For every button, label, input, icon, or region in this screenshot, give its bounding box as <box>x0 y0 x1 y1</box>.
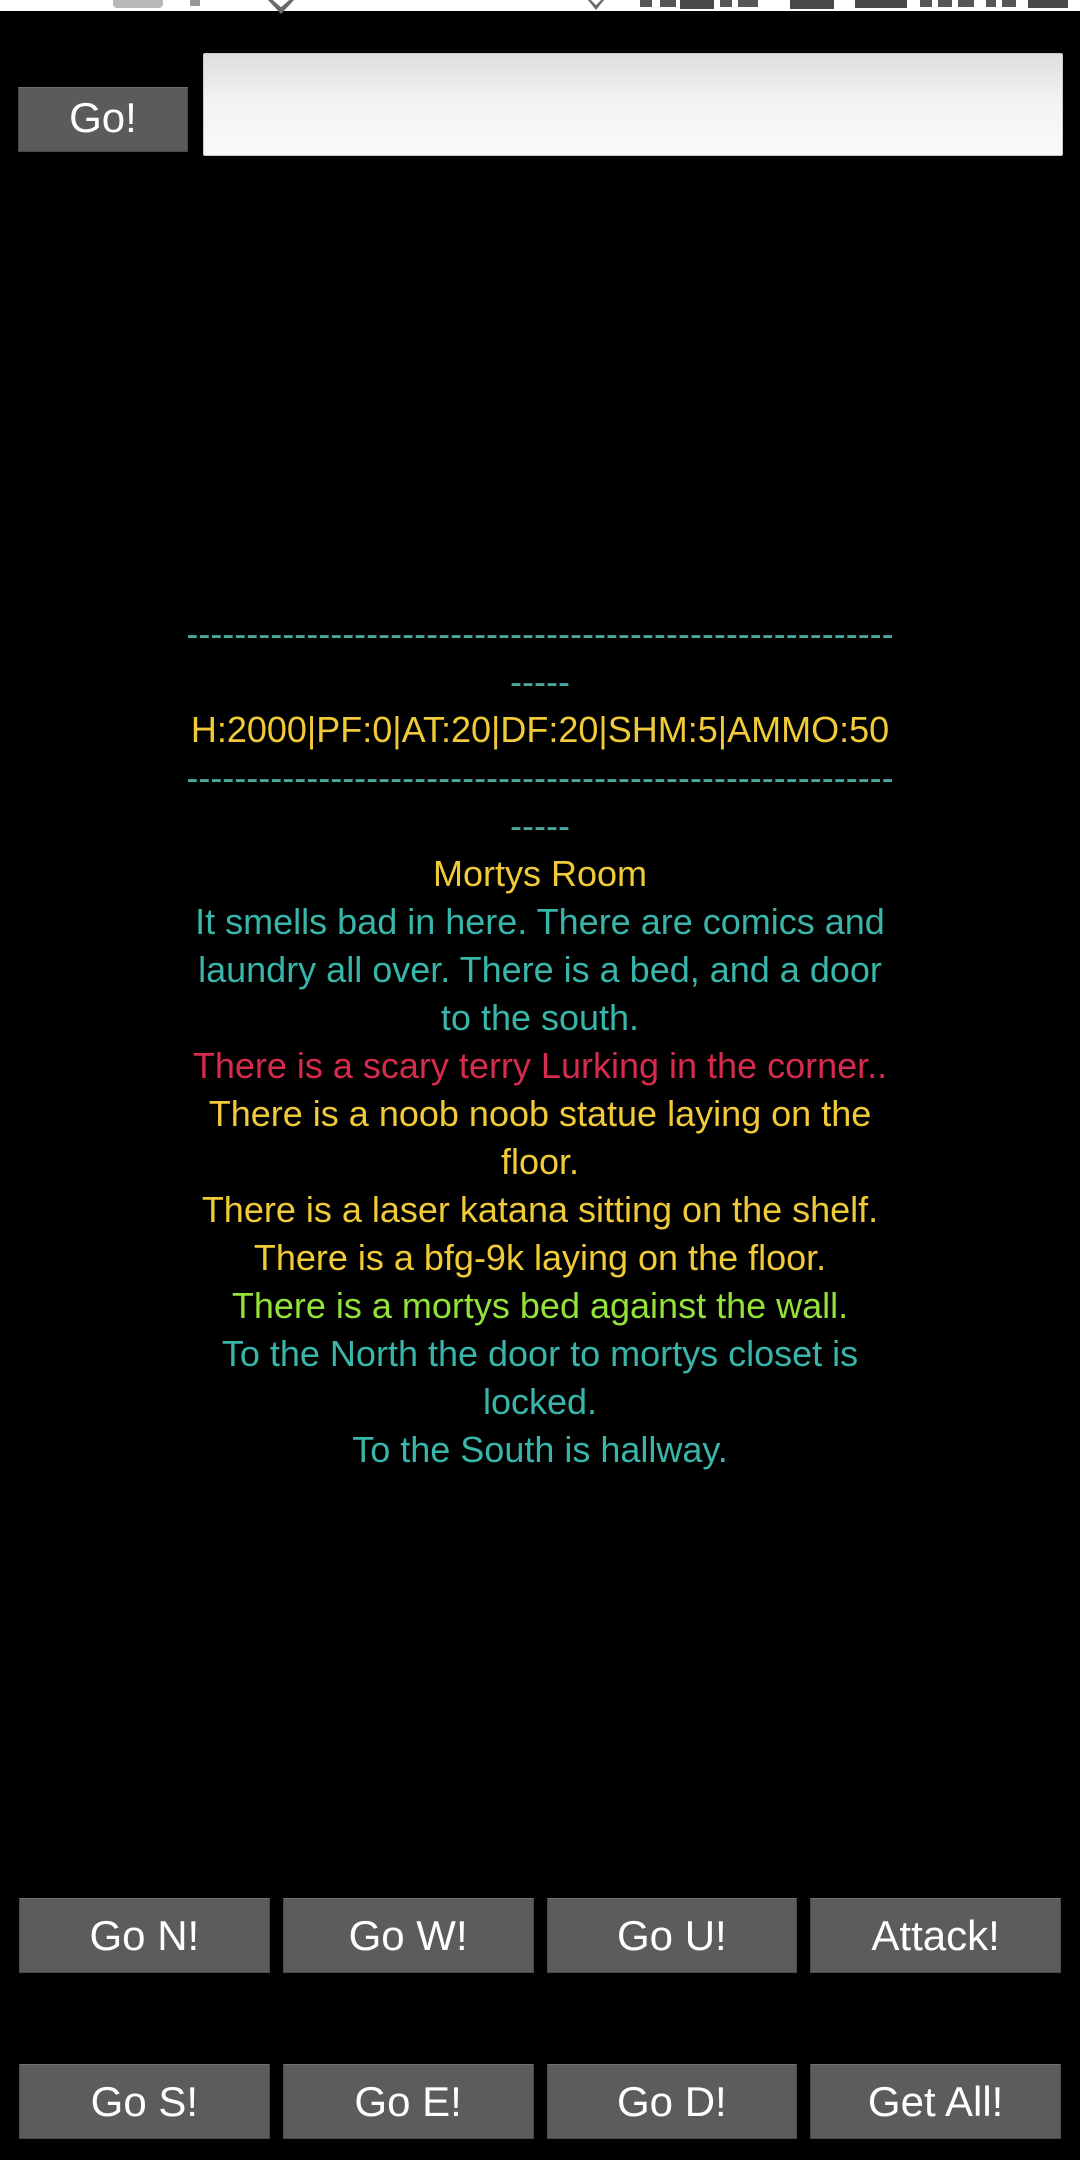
game-log <box>185 610 895 1474</box>
go-up-button[interactable]: Go U! <box>547 1898 798 1973</box>
monster-line: There is a scary terry Lurking in the corner.. <box>192 1045 888 1086</box>
status-icon-fragment <box>986 0 996 7</box>
status-icon-fragment <box>1028 0 1068 8</box>
exit-line: To the North the door to mortys closet is locked. <box>221 1333 859 1422</box>
status-icon-fragment <box>938 0 952 7</box>
status-icon-fragment <box>680 0 714 9</box>
stats-line: H:2000|PF:0|AT:20|DF:20|SHM:5|AMMO:50 <box>190 709 890 750</box>
go-east-button[interactable]: Go E! <box>283 2064 534 2139</box>
furniture-line: There is a mortys bed against the wall. <box>231 1285 849 1326</box>
divider-line: ----------------------------------------------------------- <box>186 613 894 654</box>
status-icon-fragment <box>1002 0 1016 7</box>
chevron-down-icon <box>588 0 604 10</box>
status-icon-fragment <box>660 0 676 7</box>
status-icon-fragment <box>855 0 907 8</box>
status-icon-fragment <box>790 0 834 9</box>
divider-line-wrap: ----- <box>510 661 570 702</box>
status-icon-fragment <box>920 0 932 7</box>
go-west-button[interactable]: Go W! <box>283 1898 534 1973</box>
divider-line-wrap: ----- <box>510 805 570 846</box>
get-all-button[interactable]: Get All! <box>810 2064 1061 2139</box>
status-icon-fragment <box>640 0 652 7</box>
action-button-row-1 <box>19 1898 1061 1973</box>
go-button[interactable]: Go! <box>18 87 188 152</box>
status-icon-fragment <box>113 0 163 8</box>
exit-line: To the South is hallway. <box>352 1429 728 1470</box>
go-south-button[interactable]: Go S! <box>19 2064 270 2139</box>
action-button-row-2 <box>19 2064 1061 2139</box>
status-icon-fragment <box>720 0 732 7</box>
room-title: Mortys Room <box>432 853 648 894</box>
chevron-down-icon <box>268 0 294 14</box>
status-icon-fragment <box>958 0 974 7</box>
go-north-button[interactable]: Go N! <box>19 1898 270 1973</box>
status-icon-fragment <box>190 0 200 6</box>
attack-button[interactable]: Attack! <box>810 1898 1061 1973</box>
item-line: There is a noob noob statue laying on the floor. <box>208 1093 872 1182</box>
room-description: It smells bad in here. There are comics and laundry all over. There is a bed, and a door to the south. <box>195 901 885 1038</box>
go-down-button[interactable]: Go D! <box>547 2064 798 2139</box>
command-input[interactable] <box>203 53 1063 156</box>
status-bar <box>0 0 1080 11</box>
divider-line: ----------------------------------------------------------- <box>186 757 894 798</box>
status-icon-fragment <box>738 0 758 7</box>
item-line: There is a bfg-9k laying on the floor. <box>253 1237 827 1278</box>
item-line: There is a laser katana sitting on the shelf. <box>201 1189 879 1230</box>
